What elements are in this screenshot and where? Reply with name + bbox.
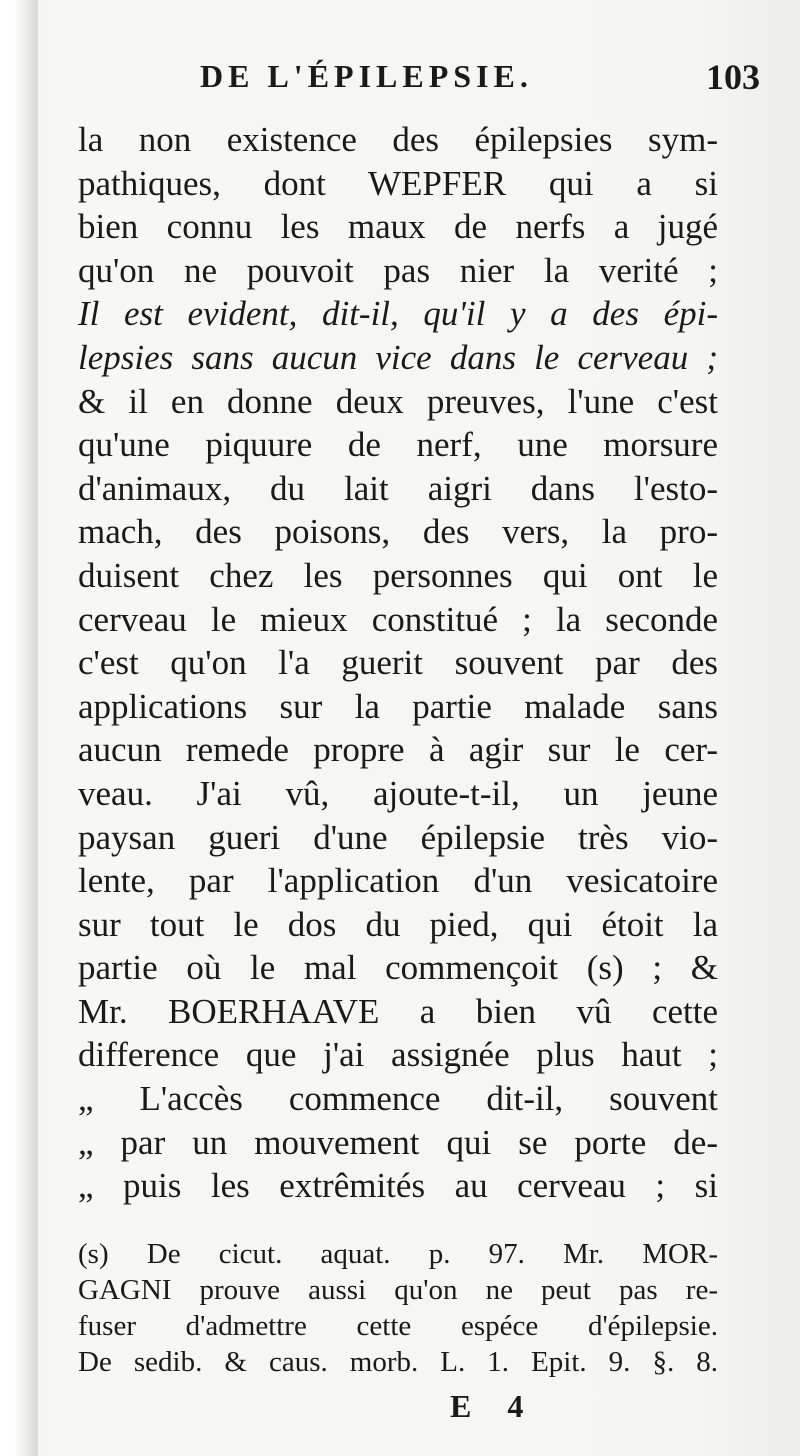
- text-line: lente, par l'application d'un vesicatoire: [78, 861, 718, 901]
- text-line: c'est qu'on l'a guerit souvent par des: [78, 643, 718, 683]
- main-text-block: [78, 118, 718, 1208]
- page-number: 103: [706, 57, 760, 97]
- text-line: sur tout le dos du pied, qui étoit la: [78, 904, 718, 944]
- text-line-italic: Il est evident, dit-il, qu'il y a des épi-: [78, 294, 718, 334]
- text-line: partie où le mal commençoit (s) ; &: [78, 948, 718, 988]
- text-line: cerveau le mieux constitué ; la seconde: [78, 599, 718, 639]
- text-line: pathiques, dont WEPFER qui a si: [78, 163, 718, 203]
- text-line: qu'on ne pouvoit pas nier la verité ;: [78, 250, 718, 290]
- footnote-line: GAGNI prouve aussi qu'on ne peut pas re-: [78, 1274, 718, 1306]
- page-left-margin: [0, 0, 38, 1456]
- text-line: la non existence des épilepsies sym-: [78, 120, 718, 159]
- quote-line: „ puis les extrêmités au cerveau ; si: [78, 1166, 718, 1206]
- footnote-block: [78, 1236, 718, 1380]
- text-line-italic: lepsies sans aucun vice dans le cerveau ;: [78, 337, 718, 377]
- footnote-line: fuser d'admettre cette espéce d'épilepsie.: [78, 1310, 718, 1342]
- text-line: aucun remede propre à agir sur le cer-: [78, 730, 718, 770]
- text-line: bien connu les maux de nerfs a jugé: [78, 207, 718, 247]
- text-line: Mr. BOERHAAVE a bien vû cette: [78, 991, 718, 1031]
- footnote-line: De sedib. & caus. morb. L. 1. Epit. 9. §. 8.: [78, 1346, 718, 1378]
- quote-line: „ L'accès commence dit-il, souvent: [78, 1079, 718, 1119]
- text-line: applications sur la partie malade sans: [78, 686, 718, 726]
- text-line: difference que j'ai assignée plus haut ;: [78, 1035, 718, 1075]
- text-line: d'animaux, du lait aigri dans l'esto-: [78, 468, 718, 508]
- text-line: paysan gueri d'une épilepsie très vio-: [78, 817, 718, 857]
- text-line: mach, des poisons, des vers, la pro-: [78, 512, 718, 552]
- page-header: [200, 52, 760, 102]
- quote-line: „ par un mouvement qui se porte de-: [78, 1122, 718, 1162]
- footnote-line: (s) De cicut. aquat. p. 97. Mr. MOR-: [78, 1238, 718, 1270]
- running-title: DE L'ÉPILEPSIE.: [200, 58, 533, 94]
- text-line: veau. J'ai vû, ajoute-t-il, un jeune: [78, 773, 718, 813]
- text-line: duisent chez les personnes qui ont le: [78, 555, 718, 595]
- signature-mark: E 4: [450, 1388, 538, 1424]
- text-line: qu'une piquure de nerf, une morsure: [78, 425, 718, 465]
- text-line: & il en donne deux preuves, l'une c'est: [78, 381, 718, 421]
